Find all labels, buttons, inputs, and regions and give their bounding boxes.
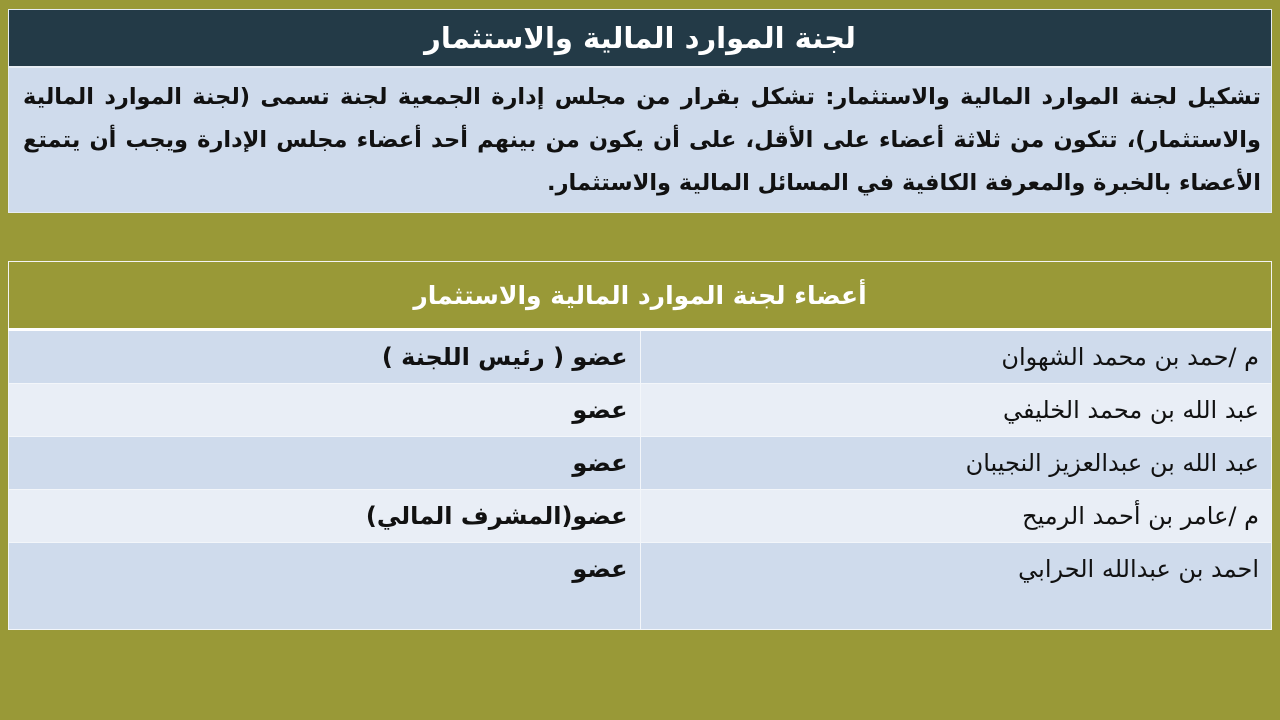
table-header: أعضاء لجنة الموارد المالية والاستثمار — [9, 262, 1272, 330]
table-row — [9, 490, 1272, 543]
member-name: عبد الله بن عبدالعزيز النجيبان — [640, 437, 1272, 490]
description-text: تشكيل لجنة الموارد المالية والاستثمار: تشكل بقرار من مجلس إدارة الجمعية لجنة تسمى (لجنة الموارد المالية والاستثمار)، تتكون من ثلاثة أعضاء على الأقل، على أن يكون من بينهم أحد أعضاء مجلس الإدارة ويجب أن يتمتع الأعضاء بالخبرة والمعرفة الكافية في المسائل المالية والاستثمار. — [23, 84, 1261, 196]
member-role: عضو — [9, 543, 641, 630]
table-row — [9, 384, 1272, 437]
table-row — [9, 330, 1272, 384]
page-title: لجنة الموارد المالية والاستثمار — [424, 20, 856, 55]
member-role: عضو — [9, 437, 641, 490]
title-bar — [8, 9, 1272, 67]
member-role: عضو — [9, 384, 641, 437]
member-name: م /عامر بن أحمد الرميح — [640, 490, 1272, 543]
table-row — [9, 543, 1272, 630]
member-role: عضو(المشرف المالي) — [9, 490, 641, 543]
member-name: احمد بن عبدالله الحرابي — [640, 543, 1272, 630]
description-box — [8, 67, 1272, 213]
table-header-row — [9, 262, 1272, 330]
member-role: عضو ( رئيس اللجنة ) — [9, 330, 641, 384]
member-name: م /حمد بن محمد الشهوان — [640, 330, 1272, 384]
table-row — [9, 437, 1272, 490]
members-table — [8, 261, 1272, 630]
member-name: عبد الله بن محمد الخليفي — [640, 384, 1272, 437]
